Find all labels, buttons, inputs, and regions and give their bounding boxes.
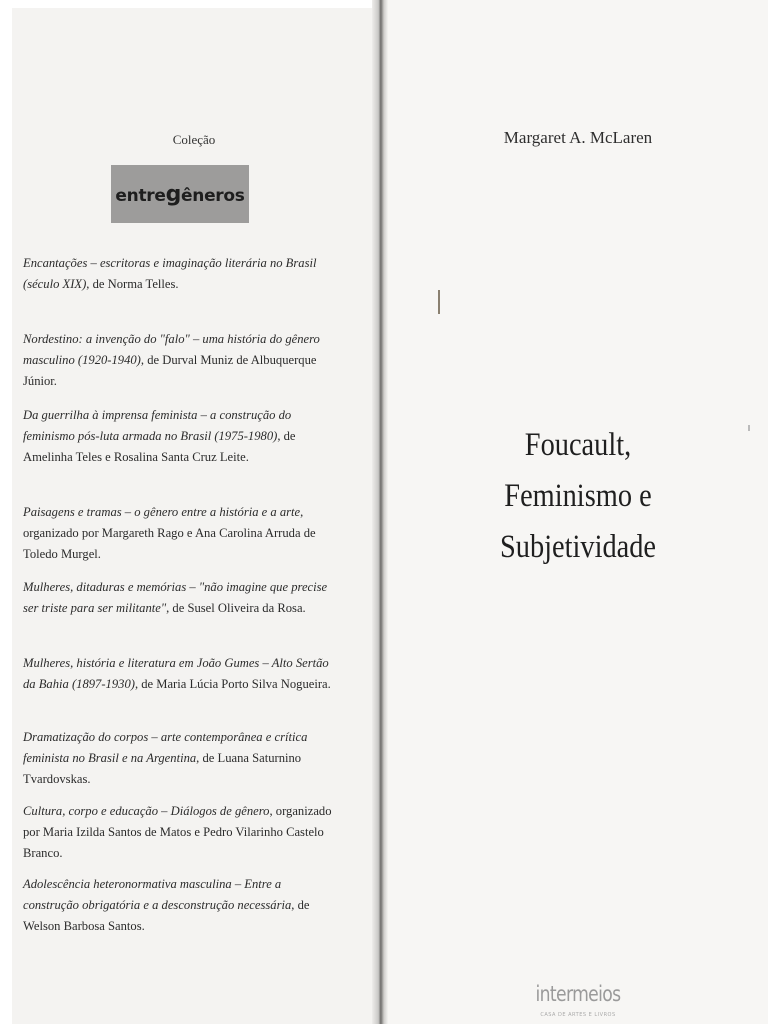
title-line: Feminismo e bbox=[504, 478, 652, 514]
catalog-entry bbox=[23, 577, 339, 619]
paper-mark bbox=[748, 425, 750, 431]
entry-title: Mulheres, ditaduras e memórias – "não imagine que precise ser triste para ser militante" bbox=[23, 580, 328, 615]
entry-title: Adolescência heteronormativa masculina – Entre a construção obrigatória e a desconstrução necessária bbox=[23, 877, 292, 912]
collection-logo bbox=[111, 165, 249, 223]
entry-author: , de Durval Muniz de Albuquerque Júnior. bbox=[23, 353, 317, 388]
book-gutter bbox=[372, 0, 388, 1024]
entry-author: , de Amelinha Teles e Rosalina Santa Cruz Leite. bbox=[23, 429, 296, 464]
catalog-entry bbox=[23, 502, 339, 565]
collection-label: Coleção bbox=[172, 132, 216, 147]
entry-title: Paisagens e tramas – o gênero entre a história e a arte bbox=[23, 505, 301, 519]
logo-text: entregêneros bbox=[115, 181, 245, 207]
entry-title: Cultura, corpo e educação – Diálogos de gênero bbox=[23, 804, 270, 818]
entry-title: Da guerrilha à imprensa feminista – a construção do feminismo pós-luta armada no Brasil (1975-1980) bbox=[23, 408, 292, 443]
entry-author: , de Welson Barbosa Santos. bbox=[23, 898, 310, 933]
entry-title: Dramatização do corpos – arte contemporânea e crítica feminista no Brasil e na Argentina bbox=[23, 730, 308, 765]
entry-author: , de Norma Telles. bbox=[86, 277, 179, 291]
entry-author: , organizado por Margareth Rago e Ana Carolina Arruda de Toledo Murgel. bbox=[23, 505, 316, 561]
book-title bbox=[415, 420, 742, 573]
title-line: Subjetividade bbox=[499, 529, 657, 565]
entry-author: , organizado por Maria Izilda Santos de Matos e Pedro Vilarinho Castelo Branco. bbox=[23, 804, 332, 860]
catalog-entry bbox=[23, 405, 339, 468]
catalog-entry bbox=[23, 653, 339, 695]
entry-author: , de Maria Lúcia Porto Silva Nogueira. bbox=[134, 677, 331, 691]
publisher-tagline: CASA DE ARTES E LIVROS bbox=[540, 1012, 616, 1018]
entry-author: , de Susel Oliveira da Rosa. bbox=[166, 601, 306, 615]
catalog-entry bbox=[23, 874, 339, 937]
left-page bbox=[12, 8, 376, 1024]
entry-author: , de Luana Saturnino Tvardovskas. bbox=[23, 751, 302, 786]
publisher-logo: intermeios bbox=[535, 982, 621, 1006]
catalog-entry bbox=[23, 727, 339, 790]
paper-mark bbox=[438, 290, 440, 314]
entry-title: Nordestino: a invenção do "falo" – uma história do gênero masculino (1920-1940) bbox=[23, 332, 320, 367]
entry-title: Encantações – escritoras e imaginação literária no Brasil (século XIX) bbox=[23, 256, 317, 291]
author-name: Margaret A. McLaren bbox=[503, 128, 653, 147]
catalog-entry bbox=[23, 801, 339, 864]
entry-title: Mulheres, história e literatura em João Gumes – Alto Sertão da Bahia (1897-1930) bbox=[23, 656, 329, 691]
title-page bbox=[388, 0, 768, 1024]
title-line: Foucault, bbox=[524, 427, 632, 463]
catalog-entry bbox=[23, 253, 339, 295]
catalog-entry bbox=[23, 329, 339, 392]
